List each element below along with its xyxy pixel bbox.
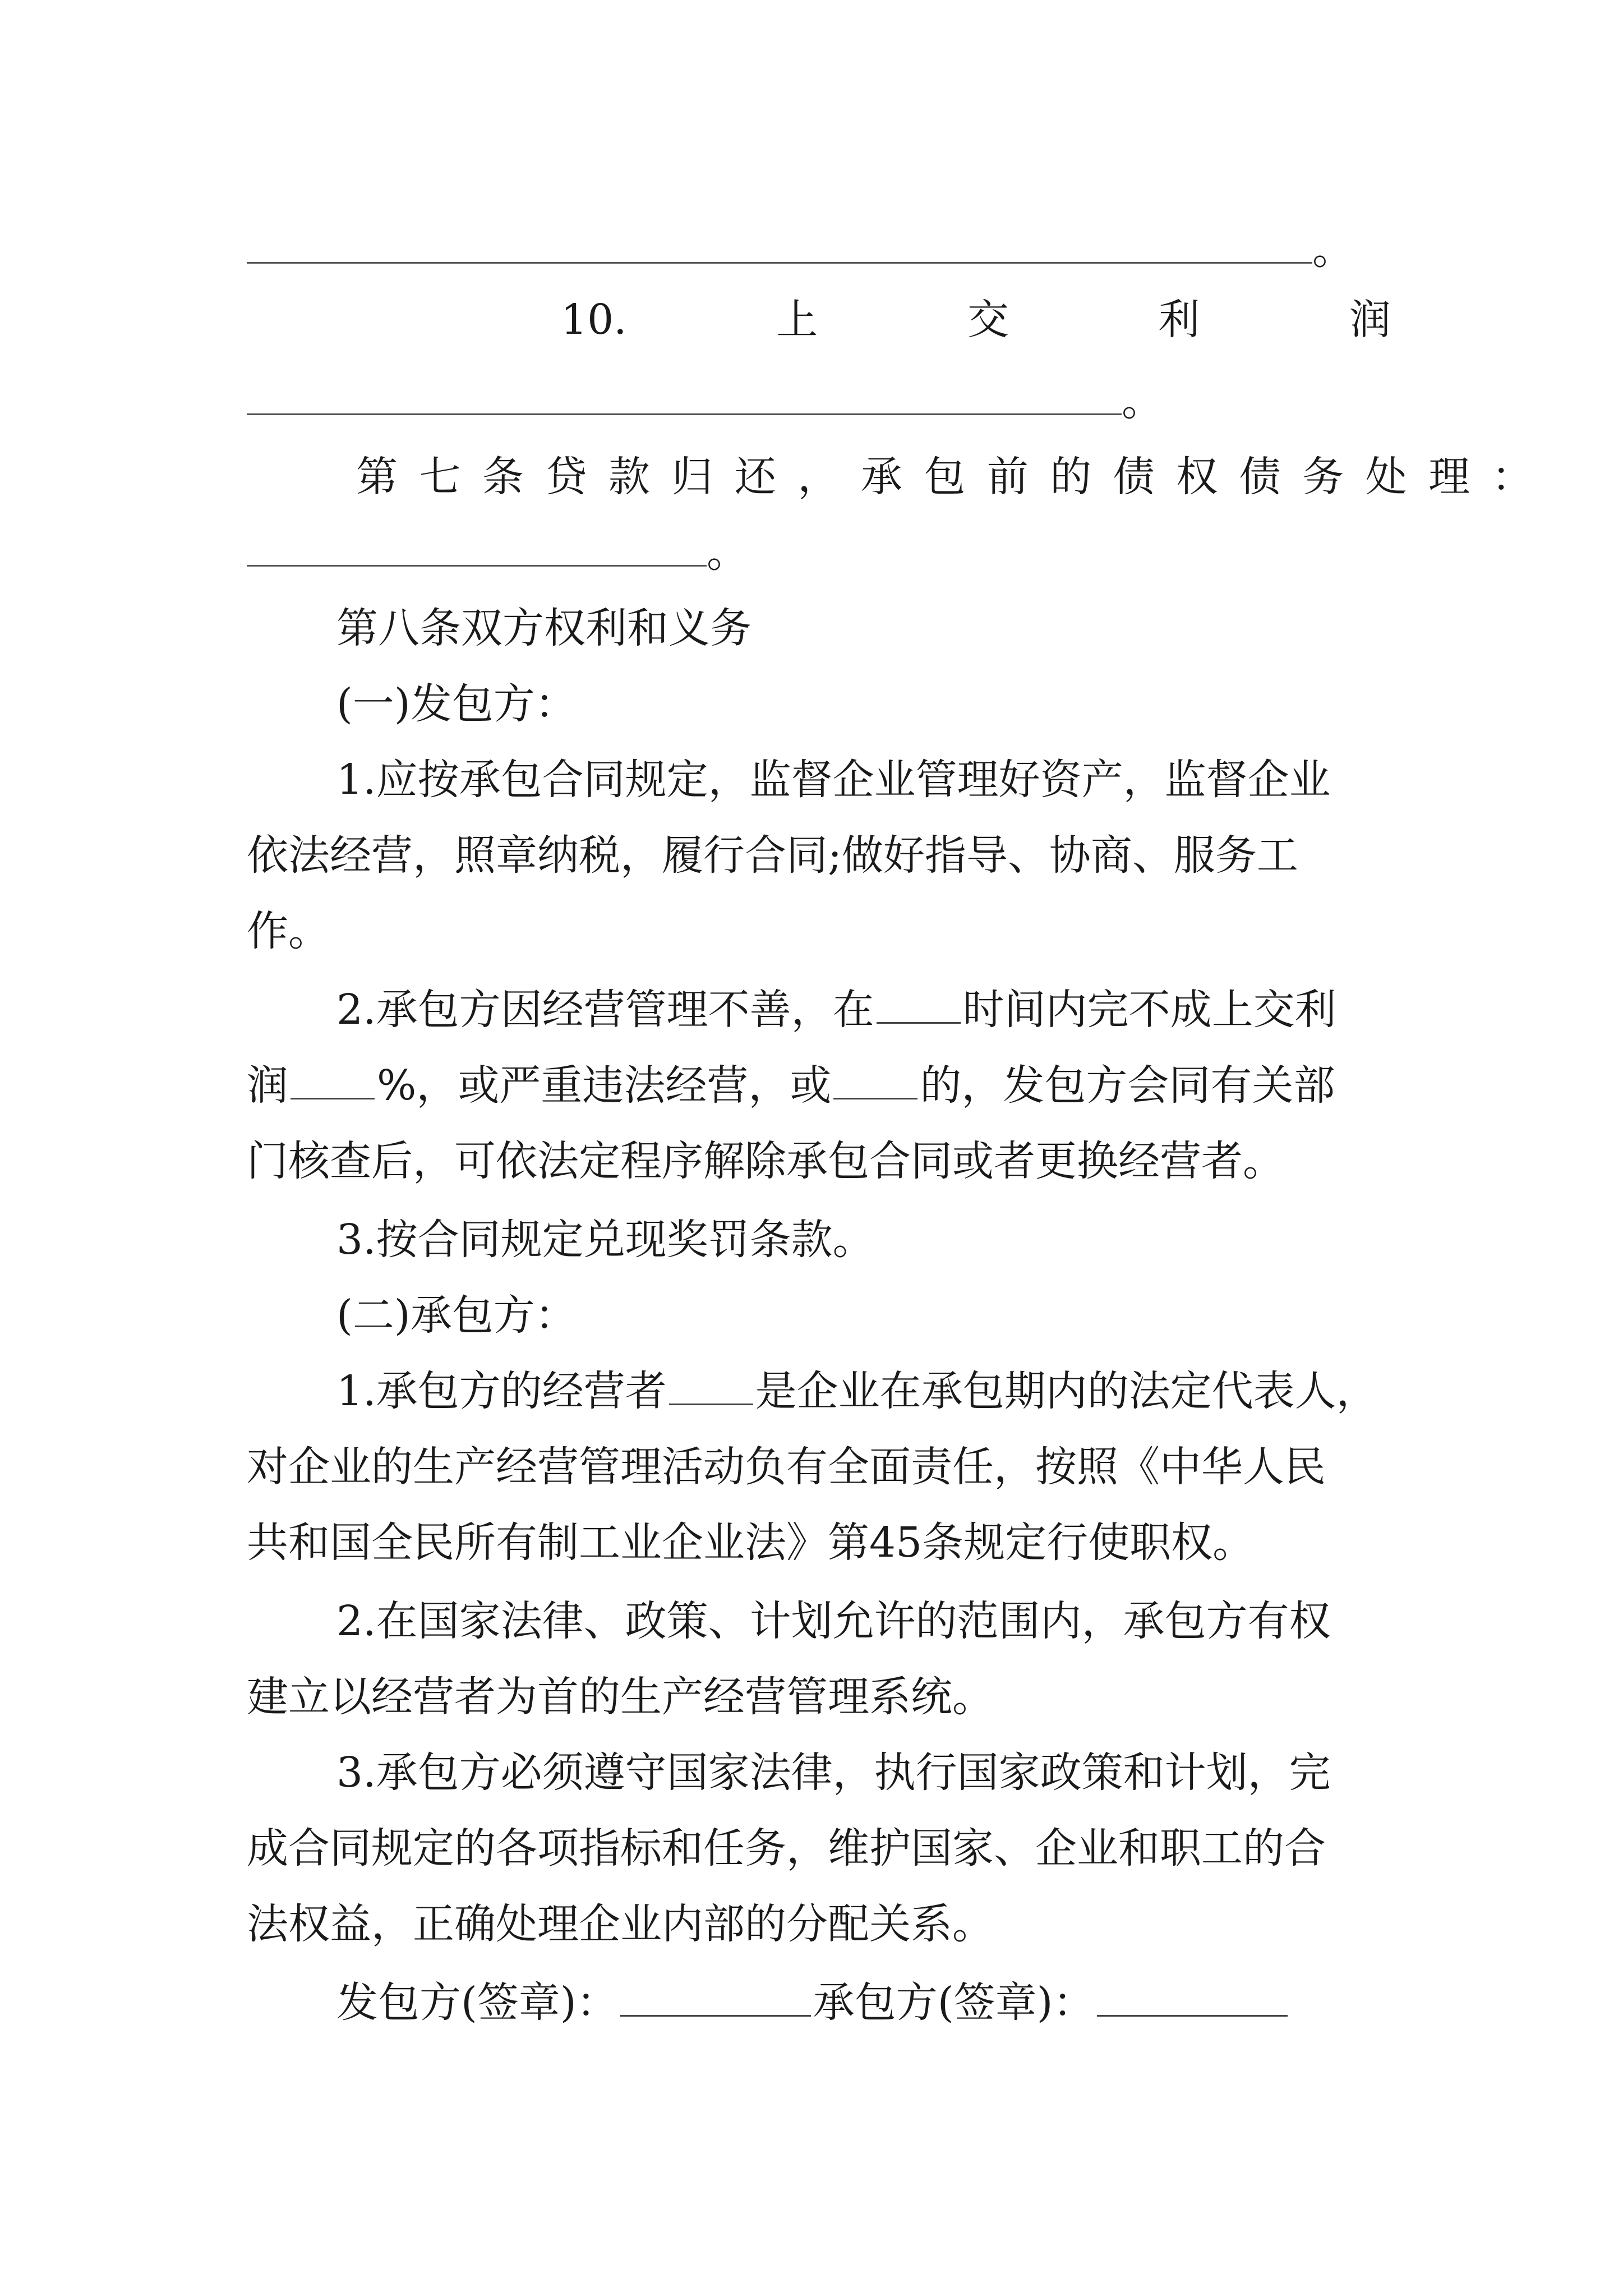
- b3-line-1: 3.承包方必须遵守国家法律，执行国家政策和计划，完: [336, 1749, 1331, 1797]
- party-b-heading: (二)承包方：: [336, 1291, 577, 1340]
- percent-blank[interactable]: [291, 1063, 375, 1099]
- blank-line-1: 。: [247, 222, 1391, 278]
- signature-line: [336, 1975, 1391, 2031]
- party-b-signature-field[interactable]: [1097, 1980, 1288, 2017]
- b3-line-2: 成合同规定的各项指标和任务，维护国家、企业和职工的合: [247, 1824, 1326, 1872]
- b1-line-3: 共和国全民所有制工业企业法》第45条规定行使职权。: [247, 1519, 1255, 1567]
- fill-in-blank[interactable]: [247, 531, 707, 567]
- b2-line-2: 建立以经营者为首的生产经营管理系统。: [247, 1673, 994, 1721]
- a2-line-3: 门核查后，可依法定程序解除承包合同或者更换经营者。: [247, 1137, 1284, 1185]
- blank-line-3: 。: [247, 524, 1391, 581]
- fill-in-blank[interactable]: [247, 380, 1122, 415]
- b2-line-1: 2.在国家法律、政策、计划允许的范围内，承包方有权: [336, 1597, 1331, 1645]
- a1-line-2: 依法经营，照章纳税，履行合同;做好指导、协商、服务工: [247, 831, 1298, 880]
- b1-line-2: 对企业的生产经营管理活动负有全面责任，按照《中华人民: [247, 1443, 1326, 1491]
- b3-line-3: 法权益，正确处理企业内部的分配关系。: [247, 1900, 994, 1948]
- a2-line-2: 润 %，或严重违法经营，或 的，发包方会同有关部: [247, 1061, 1335, 1110]
- item-number: 10.: [561, 296, 627, 344]
- item-10-line: 10. 上 交 利 润: [561, 292, 1391, 348]
- time-blank[interactable]: [877, 987, 961, 1024]
- blank-line-2: 。: [247, 373, 1391, 429]
- fill-in-blank[interactable]: [247, 228, 1312, 264]
- a3: 3.按合同规定兑现奖罚条款。: [336, 1216, 874, 1264]
- party-a-signature-field[interactable]: [620, 1980, 811, 2017]
- article-8-title: 第八条双方权利和义务: [336, 604, 751, 652]
- party-a-heading: (一)发包方：: [336, 680, 577, 728]
- article-7: 第七条贷款归还，承包前的债权债务处理：: [356, 453, 1555, 501]
- a2-line-1: 2.承包方因经营管理不善，在 时间内完不成上交利: [336, 986, 1336, 1034]
- a1-line-1: 1.应按承包合同规定，监督企业管理好资产，监督企业: [336, 756, 1331, 804]
- operator-name-blank[interactable]: [669, 1369, 753, 1405]
- party-a-signature-label: 发包方(签章)：: [336, 1978, 618, 2027]
- a1-line-3: 作。: [247, 907, 330, 955]
- condition-blank[interactable]: [833, 1063, 917, 1099]
- b1-line-1: 1.承包方的经营者 是企业在承包期内的法定代表人，: [336, 1367, 1378, 1415]
- party-b-signature-label: 承包方(签章)：: [813, 1978, 1095, 2027]
